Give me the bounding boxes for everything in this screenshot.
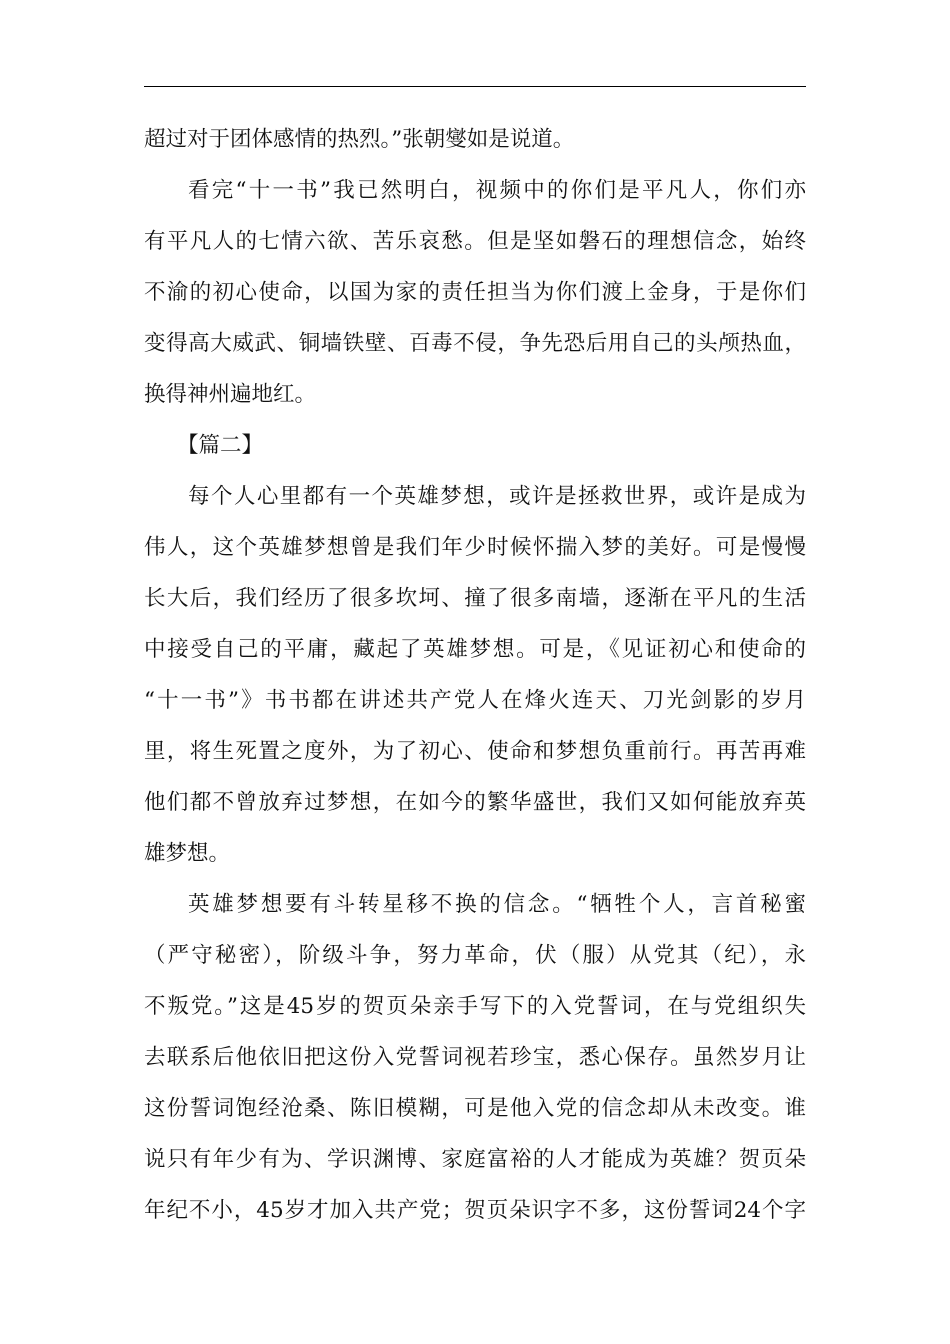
text-line: 长大后，我们经历了很多坎坷、撞了很多南墙，逐渐在平凡的生活 [144, 586, 806, 611]
text-line: （严守秘密），阶级斗争，努力革命，伏（服）从党其（纪），永 [144, 943, 806, 968]
text-line: 每个人心里都有一个英雄梦想，或许是拯救世界，或许是成为 [188, 484, 806, 509]
header-rule [144, 86, 806, 87]
text-line: 年纪不小，45岁才加入共产党；贺页朵识字不多，这份誓词24个字 [144, 1198, 806, 1223]
text-line: 里，将生死置之度外，为了初心、使命和梦想负重前行。再苦再难 [144, 739, 806, 764]
text-line: 不叛党。”这是45岁的贺页朵亲手写下的入党誓词，在与党组织失 [144, 994, 806, 1019]
text-line: 这份誓词饱经沧桑、陈旧模糊，可是他入党的信念却从未改变。谁 [144, 1096, 806, 1121]
text-line: 中接受自己的平庸，藏起了英雄梦想。可是，《见证初心和使命的 [144, 637, 806, 662]
text-line: 去联系后他依旧把这份入党誓词视若珍宝，悉心保存。虽然岁月让 [144, 1045, 806, 1070]
text-line: 雄梦想。 [144, 841, 231, 866]
section-heading: 【篇二】 [177, 433, 264, 458]
body-text [144, 114, 806, 1236]
text-line: 有平凡人的七情六欲、苦乐哀愁。但是坚如磐石的理想信念，始终 [144, 229, 806, 254]
text-line: 英雄梦想要有斗转星移不换的信念。“牺牲个人，言首秘蜜 [188, 892, 806, 917]
text-line: 看完“十一书”我已然明白，视频中的你们是平凡人，你们亦 [188, 178, 806, 203]
text-line: 说只有年少有为、学识渊博、家庭富裕的人才能成为英雄？贺页朵 [144, 1147, 806, 1172]
text-line: 换得神州遍地红。 [144, 382, 317, 407]
text-line: 伟人，这个英雄梦想曾是我们年少时候怀揣入梦的美好。可是慢慢 [144, 535, 806, 560]
text-line: 超过对于团体感情的热烈。”张朝燮如是说道。 [144, 127, 575, 152]
text-line: 不渝的初心使命，以国为家的责任担当为你们渡上金身，于是你们 [144, 280, 806, 305]
text-line: “十一书”》书书都在讲述共产党人在烽火连天、刀光剑影的岁月 [144, 688, 806, 713]
text-line: 变得高大威武、铜墙铁壁、百毒不侵，争先恐后用自己的头颅热血， [144, 331, 806, 356]
text-line: 他们都不曾放弃过梦想，在如今的繁华盛世，我们又如何能放弃英 [144, 790, 806, 815]
